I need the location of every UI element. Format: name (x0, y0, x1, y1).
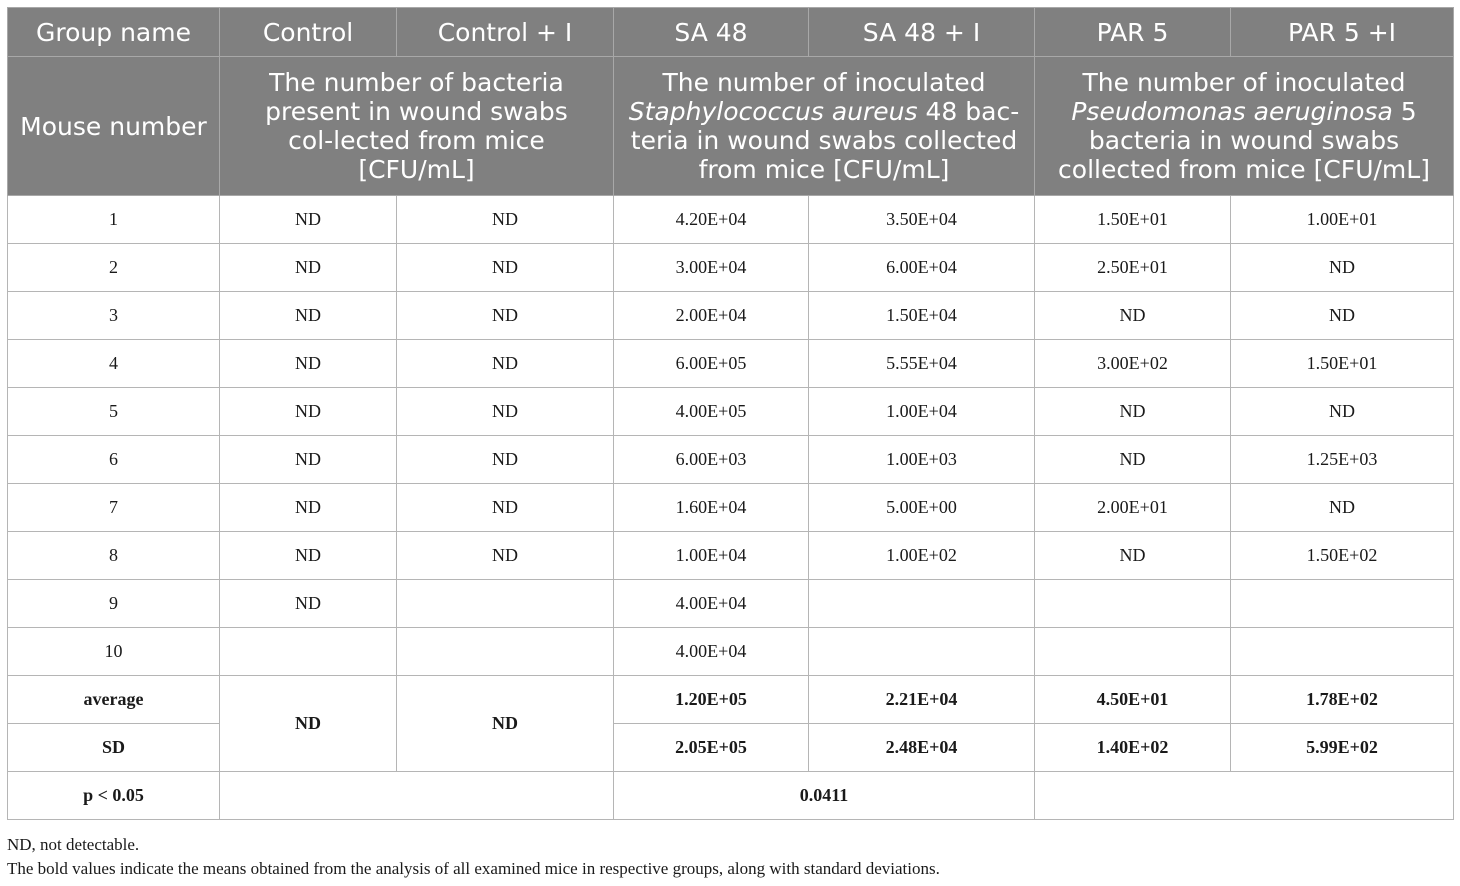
average-par5-i: 1.78E+02 (1231, 676, 1454, 724)
average-row (8, 676, 1454, 724)
cell-control: ND (220, 484, 397, 532)
header-row-descriptions (8, 57, 1454, 196)
cell-control: ND (220, 532, 397, 580)
table-row (8, 340, 1454, 388)
cell-sa48: 4.00E+04 (614, 580, 809, 628)
cell-control (220, 628, 397, 676)
cell-par5: ND (1035, 388, 1231, 436)
table-body (8, 196, 1454, 820)
cell-control-i (397, 580, 614, 628)
header-control-i: Control + I (397, 8, 614, 57)
control-description-text: The number of bacteria present in wound swabs col-lected from mice [CFU/mL] (265, 68, 568, 184)
cell-mouse-number: 10 (8, 628, 220, 676)
p-value-par (1035, 772, 1454, 820)
average-control-i: ND (397, 676, 614, 772)
cell-sa48: 6.00E+05 (614, 340, 809, 388)
cell-par5: ND (1035, 532, 1231, 580)
cell-control: ND (220, 196, 397, 244)
header-sa-description (614, 57, 1035, 196)
cell-sa48-i (809, 628, 1035, 676)
cell-sa48: 3.00E+04 (614, 244, 809, 292)
cell-mouse-number: 2 (8, 244, 220, 292)
cell-par5: 2.50E+01 (1035, 244, 1231, 292)
cell-par5 (1035, 628, 1231, 676)
average-par5: 4.50E+01 (1035, 676, 1231, 724)
cell-sa48-i: 1.00E+04 (809, 388, 1035, 436)
par-description-pre: The number of inoculated (1082, 68, 1406, 97)
cell-control-i: ND (397, 388, 614, 436)
cell-control: ND (220, 436, 397, 484)
sd-sa48: 2.05E+05 (614, 724, 809, 772)
cell-sa48-i: 5.55E+04 (809, 340, 1035, 388)
table-row (8, 628, 1454, 676)
cell-control-i: ND (397, 340, 614, 388)
cell-sa48-i: 1.00E+03 (809, 436, 1035, 484)
cell-par5-i: ND (1231, 388, 1454, 436)
p-value-control (220, 772, 614, 820)
cell-sa48: 4.00E+05 (614, 388, 809, 436)
sd-par5-i: 5.99E+02 (1231, 724, 1454, 772)
cell-par5 (1035, 580, 1231, 628)
table-row (8, 244, 1454, 292)
cell-mouse-number: 8 (8, 532, 220, 580)
header-sa48: SA 48 (614, 8, 809, 57)
header-group-name: Group name (8, 8, 220, 57)
p-value-row (8, 772, 1454, 820)
header-par5-i: PAR 5 +I (1231, 8, 1454, 57)
cell-control-i: ND (397, 532, 614, 580)
header-par-description (1035, 57, 1454, 196)
header-par5: PAR 5 (1035, 8, 1231, 57)
cell-par5-i: ND (1231, 484, 1454, 532)
cell-control: ND (220, 580, 397, 628)
cell-mouse-number: 4 (8, 340, 220, 388)
cell-sa48-i: 6.00E+04 (809, 244, 1035, 292)
cell-sa48-i: 1.50E+04 (809, 292, 1035, 340)
cell-sa48-i: 3.50E+04 (809, 196, 1035, 244)
average-sa48: 1.20E+05 (614, 676, 809, 724)
cell-par5-i: ND (1231, 244, 1454, 292)
cell-sa48-i: 1.00E+02 (809, 532, 1035, 580)
cell-mouse-number: 6 (8, 436, 220, 484)
cell-mouse-number: 7 (8, 484, 220, 532)
sa-description-post: 48 bac-teria in wound swabs collected from mice [CFU/mL] (630, 97, 1020, 184)
cell-par5-i (1231, 580, 1454, 628)
cell-sa48: 2.00E+04 (614, 292, 809, 340)
cell-par5-i: 1.00E+01 (1231, 196, 1454, 244)
bacteria-count-table (7, 7, 1454, 820)
table-footnotes (7, 833, 940, 881)
cell-control-i: ND (397, 196, 614, 244)
cell-control-i: ND (397, 244, 614, 292)
table-row (8, 436, 1454, 484)
table-row (8, 484, 1454, 532)
cell-par5-i: ND (1231, 292, 1454, 340)
p-value-sa: 0.0411 (614, 772, 1035, 820)
cell-sa48-i (809, 580, 1035, 628)
table-row (8, 580, 1454, 628)
footnote-bold-values: The bold values indicate the means obtained from the analysis of all examined mice in respective groups, along with standard deviations. (7, 859, 940, 878)
cell-control-i (397, 628, 614, 676)
cell-mouse-number: 3 (8, 292, 220, 340)
par-description-post: 5 bacteria in wound swabs collected from mice [CFU/mL] (1058, 97, 1430, 184)
cell-par5: 2.00E+01 (1035, 484, 1231, 532)
cell-sa48: 1.60E+04 (614, 484, 809, 532)
cell-mouse-number: 5 (8, 388, 220, 436)
cell-mouse-number: 1 (8, 196, 220, 244)
results-table-container (7, 7, 1453, 820)
table-row (8, 388, 1454, 436)
cell-sa48: 4.20E+04 (614, 196, 809, 244)
average-sa48-i: 2.21E+04 (809, 676, 1035, 724)
footnote-nd: ND, not detectable. (7, 835, 140, 854)
table-row (8, 292, 1454, 340)
par-species-name: Pseudomonas aeruginosa (1071, 97, 1393, 126)
header-mouse-number: Mouse number (8, 57, 220, 196)
cell-par5: 3.00E+02 (1035, 340, 1231, 388)
header-row-groups (8, 8, 1454, 57)
cell-sa48: 6.00E+03 (614, 436, 809, 484)
sd-par5: 1.40E+02 (1035, 724, 1231, 772)
header-control-description (220, 57, 614, 196)
cell-control-i: ND (397, 436, 614, 484)
cell-par5-i (1231, 628, 1454, 676)
cell-par5-i: 1.25E+03 (1231, 436, 1454, 484)
cell-par5-i: 1.50E+01 (1231, 340, 1454, 388)
cell-par5: ND (1035, 436, 1231, 484)
cell-sa48: 4.00E+04 (614, 628, 809, 676)
header-sa48-i: SA 48 + I (809, 8, 1035, 57)
cell-par5-i: 1.50E+02 (1231, 532, 1454, 580)
p-value-label: p < 0.05 (8, 772, 220, 820)
cell-control: ND (220, 340, 397, 388)
cell-par5: ND (1035, 292, 1231, 340)
cell-mouse-number: 9 (8, 580, 220, 628)
cell-control: ND (220, 244, 397, 292)
average-control: ND (220, 676, 397, 772)
sa-species-name: Staphylococcus aureus (628, 97, 918, 126)
average-label: average (8, 676, 220, 724)
cell-sa48: 1.00E+04 (614, 532, 809, 580)
cell-sa48-i: 5.00E+00 (809, 484, 1035, 532)
table-row (8, 196, 1454, 244)
header-control: Control (220, 8, 397, 57)
cell-par5: 1.50E+01 (1035, 196, 1231, 244)
sd-sa48-i: 2.48E+04 (809, 724, 1035, 772)
cell-control-i: ND (397, 484, 614, 532)
sd-label: SD (8, 724, 220, 772)
cell-control: ND (220, 292, 397, 340)
table-row (8, 532, 1454, 580)
cell-control-i: ND (397, 292, 614, 340)
sa-description-pre: The number of inoculated (662, 68, 986, 97)
cell-control: ND (220, 388, 397, 436)
